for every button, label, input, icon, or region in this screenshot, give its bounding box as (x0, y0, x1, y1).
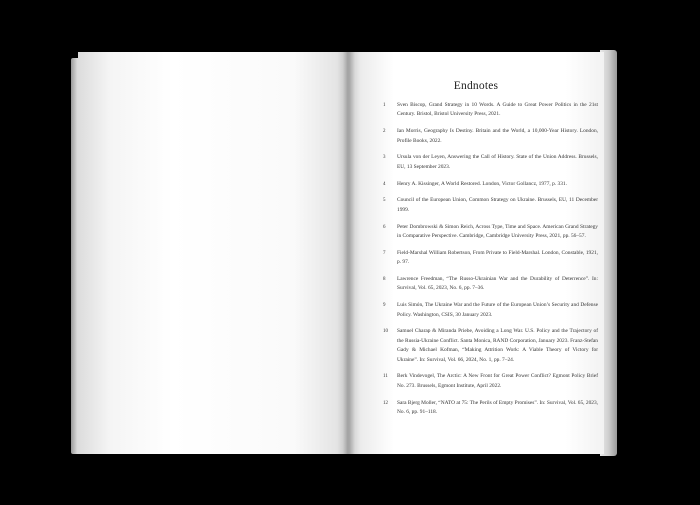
endnote-text: Sven Biscop, Grand Strategy in 10 Words. A Guide to Great Power Politics in the 21st Century. Bristol, Bristol University Press, 2021. (397, 102, 598, 118)
endnote-item (383, 196, 598, 215)
endnote-text: Ursula von der Leyen, Answering the Call of History. State of the Union Address. Brussels, EU, 13 September 2023. (397, 154, 598, 170)
endnote-number: 3 (383, 155, 386, 161)
endnote-text: Lawrence Freedman, “The Russo-Ukrainian War and the Durability of Deterrence”. In: Survival, Vol. 65, 2023, No. 6, pp. 7–36. (397, 276, 598, 292)
endnote-text: Berk Vindevogel, The Arctic: A New Front for Great Power Conflict? Egmont Policy Brief No. 273. Brussels, Egmont Institute, April 2022. (397, 373, 598, 389)
endnote-item (383, 223, 598, 242)
endnote-item (383, 372, 598, 391)
endnote-number: 7 (383, 250, 386, 256)
endnote-text: Henry A. Kissinger, A World Restored. London, Victor Gollancz, 1977, p. 331. (397, 180, 567, 187)
endnote-item (383, 127, 598, 146)
endnote-text: Field-Marshal William Robertson, From Private to Field-Marshal. London, Constable, 1921, p. 97. (397, 249, 598, 266)
endnote-number: 4 (383, 181, 386, 187)
endnote-text: Council of the European Union, Common Strategy on Ukraine. Brussels, EU, 11 December 1999. (397, 197, 598, 213)
endnote-item (383, 301, 598, 320)
endnote-text: Sara Bjerg Moller, “NATO at 75: The Perils of Empty Promises”. In: Survival, Vol. 65, 2023, No. 6, pp. 91–118. (397, 399, 598, 416)
endnote-number: 6 (383, 224, 386, 230)
endnote-number: 9 (383, 303, 386, 309)
left-page-blank (78, 52, 348, 454)
endnote-number: 12 (383, 400, 388, 406)
endnote-text: Samuel Charap & Miranda Priebe, Avoiding a Long War. U.S. Policy and the Trajectory of the Russia-Ukraine Conflict. Santa Monica, RAND Corporation, January 2023. Franz-Stefan Gady & Michael Kofman, “Making Attrition Work: A Viable Theory of Victory for Ukraine”. In: Survival, Vol. 66, 2024, No. 1, pp. 7–24. (397, 328, 598, 363)
endnote-text: Ian Morris, Geography Is Destiny. Britain and the World, a 10,000-Year History. London, Profile Books, 2022. (397, 128, 598, 144)
endnote-item (383, 399, 598, 418)
endnote-item (383, 275, 598, 294)
endnote-number: 1 (383, 103, 386, 108)
endnote-item (383, 180, 598, 189)
endnotes-list (383, 101, 598, 425)
endnote-text: Peter Dombrowski & Simon Reich, Across Type, Time and Space. American Grand Strategy in Comparative Perspective. Cambridge, Cambridge University Press, 2021, pp. 56–57. (397, 223, 598, 240)
endnote-item (383, 101, 598, 120)
endnote-number: 11 (383, 374, 388, 380)
endnote-item (383, 153, 598, 172)
page-title: Endnotes (453, 80, 499, 92)
endnote-item (383, 327, 598, 365)
endnote-item (383, 249, 598, 268)
endnote-number: 10 (383, 329, 388, 335)
book-gutter (343, 52, 355, 454)
endnote-number: 2 (383, 129, 386, 135)
endnote-number: 5 (383, 198, 386, 204)
endnote-number: 8 (383, 277, 386, 283)
endnote-text: Luis Simón, The Ukraine War and the Future of the European Union’s Security and Defense Policy. Washington, CSIS, 30 January 2023. (397, 302, 598, 318)
